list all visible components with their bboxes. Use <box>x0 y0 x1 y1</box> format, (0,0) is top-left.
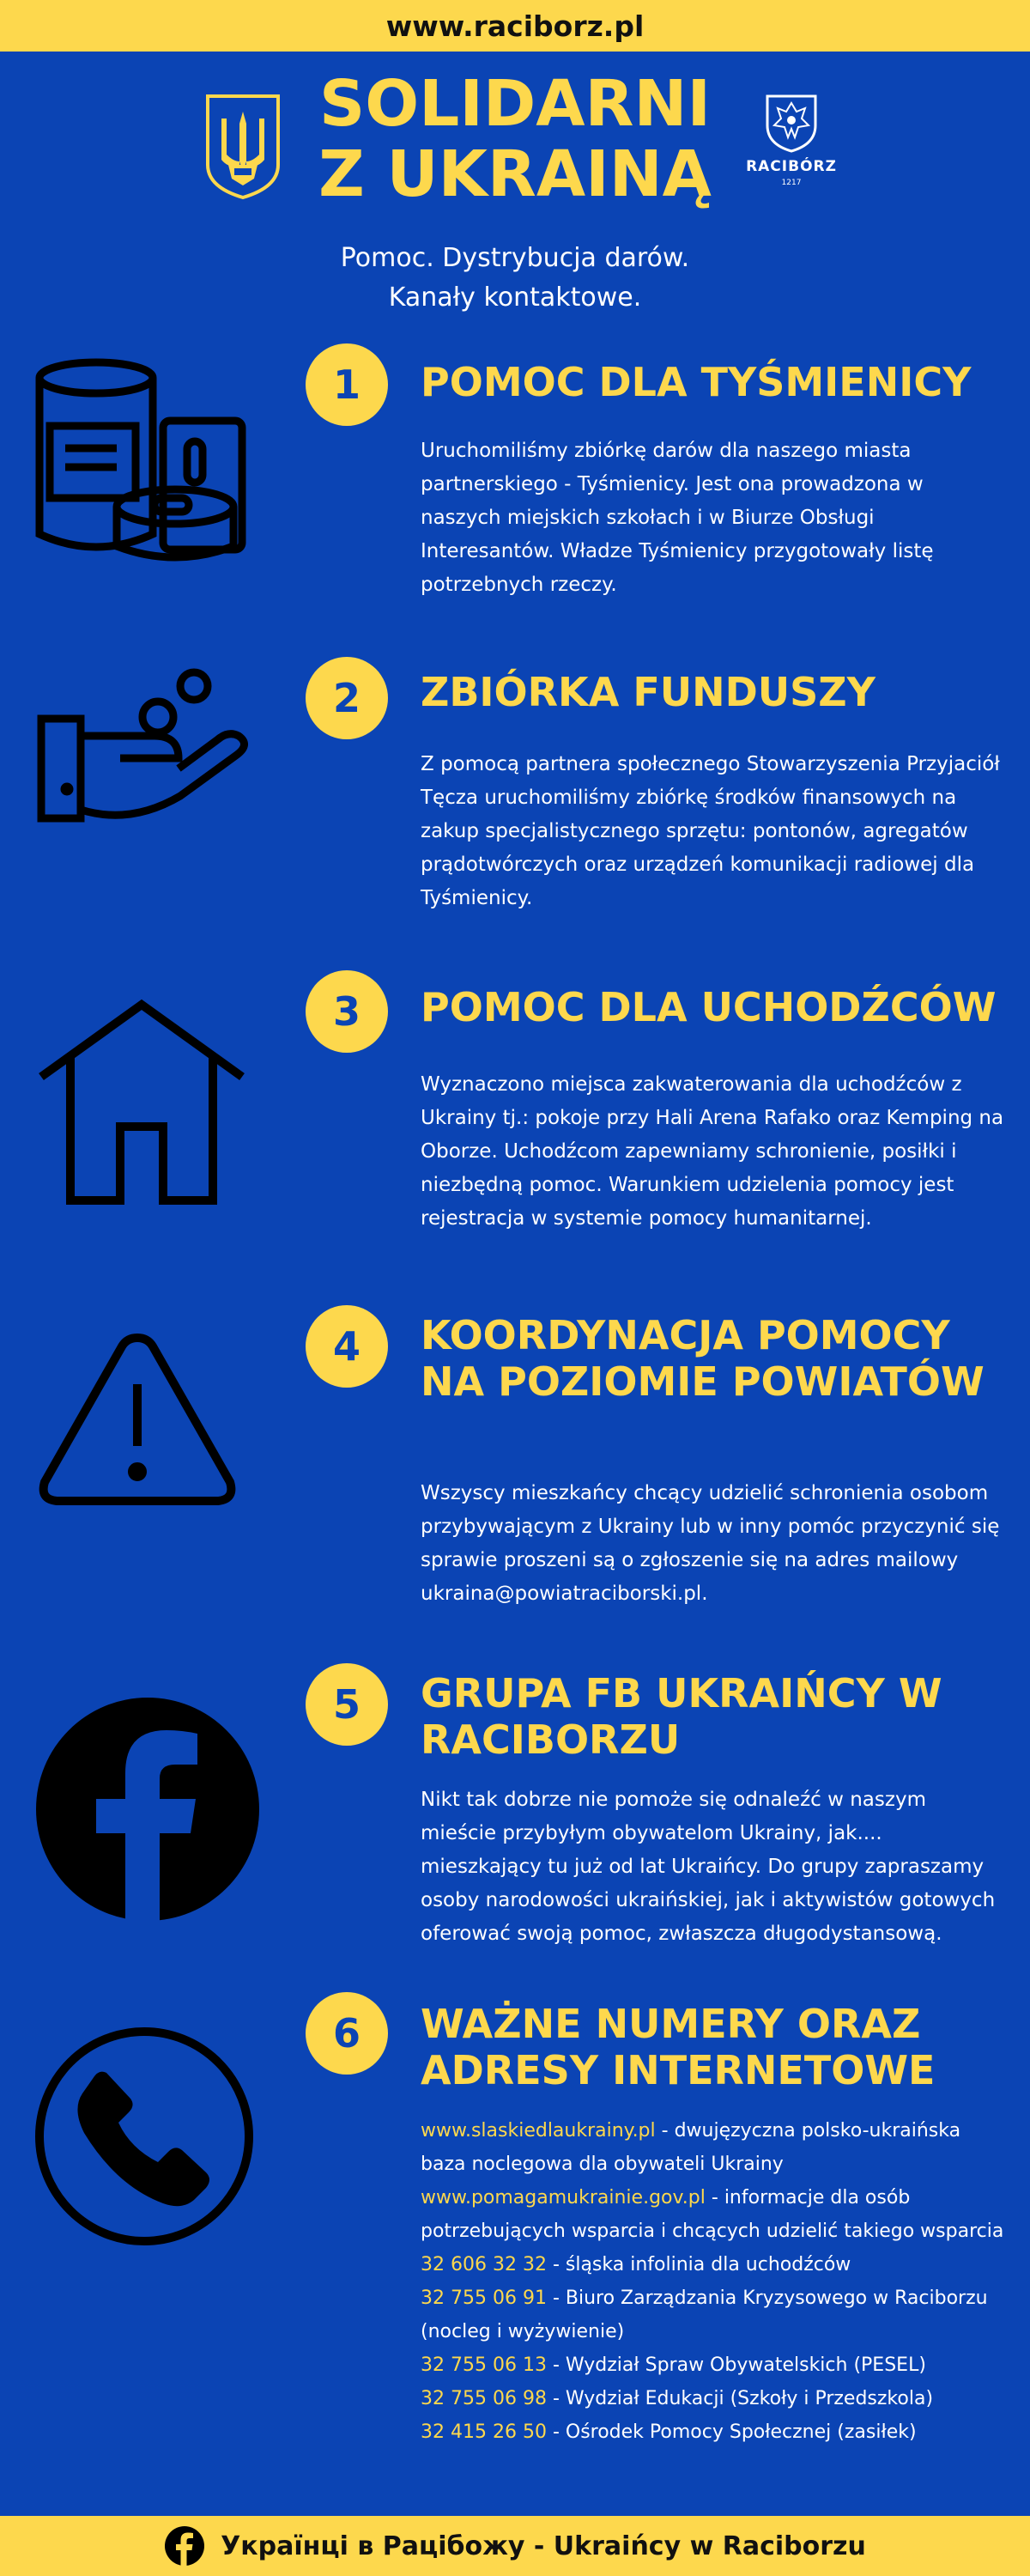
section-title-2: ZBIÓRKA FUNDUSZY <box>421 669 876 715</box>
section-title-5: GRUPA FB UKRAIŃCY W RACIBORZU <box>421 1670 942 1763</box>
section-body-5: Nikt tak dobrze nie pomoże się odnaleźć w naszym mieście przybyłym obywatelom Ukrainy, jak.... mieszkający tu już od lat Ukraińcy. Do grupy zapraszamy osoby narodowości ukraińskiej, jak i aktywistów gotowych oferować swoją pomoc, zwłaszcza długodystansową. <box>421 1789 996 1945</box>
contact-desc: - Biuro Zarządzania Kryzysowego w Raciborzu (nocleg i wyżywienie) <box>421 2287 988 2342</box>
title-line-1: SOLIDARNI <box>318 67 712 141</box>
raciborz-crest-icon <box>760 91 822 153</box>
contact-desc: - Wydział Spraw Obywatelskich (PESEL) <box>546 2354 926 2376</box>
section-number-3: 3 <box>306 970 388 1053</box>
facebook-icon <box>34 1696 261 1923</box>
section-number-1: 1 <box>306 343 388 426</box>
phone-icon <box>34 2026 254 2246</box>
footer-banner <box>0 2516 1030 2576</box>
city-logo-name: RACIBÓRZ <box>746 158 837 175</box>
contact-phone[interactable]: 32 755 06 91 <box>421 2287 547 2309</box>
contact-item <box>421 2254 851 2275</box>
contact-phone[interactable]: 32 755 06 13 <box>421 2354 547 2376</box>
contact-phone[interactable]: 32 755 06 98 <box>421 2388 547 2409</box>
contact-item <box>421 2354 926 2376</box>
contact-item <box>421 2120 960 2175</box>
section-body-2: Z pomocą partnera społecznego Stowarzyszenia Przyjaciół Tęcza uruchomiliśmy zbiórkę środków finansowych na zakup specjalistycznego sprzętu: pontonów, agregatów prądotwórczych oraz urządzeń komunikacji radiowej dla Tyśmienicy. <box>421 753 1000 909</box>
contact-item <box>421 2287 988 2342</box>
ukraine-trident-icon <box>203 93 283 201</box>
footer-text[interactable]: Українці в Рацібожу - Ukraińcy w Raciborzu <box>221 2530 866 2561</box>
section-body-3: Wyznaczono miejsca zakwaterowania dla uchodźców z Ukrainy tj.: pokoje przy Hali Arena Rafako oraz Kemping na Oborze. Uchodźcom zapewniamy schronienie, posiłki i niezbędną pomoc. Warunkiem udzielenia pomocy jest rejestracja w systemie pomocy humanitarnej. <box>421 1073 1004 1230</box>
contact-item <box>421 2187 1003 2242</box>
subtitle <box>258 239 772 318</box>
contact-desc: - Ośrodek Pomocy Społecznej (zasiłek) <box>546 2421 917 2443</box>
section-number-4: 4 <box>306 1305 388 1388</box>
canned-food-icon <box>34 352 258 567</box>
section-body-1: Uruchomiliśmy zbiórkę darów dla naszego miasta partnerskiego - Tyśmienicy. Jest ona prowadzona w naszych miejskich szkołach i w Biurze Obsługi Interesantów. Władze Tyśmienicy przygotowały listę potrzebnych rzeczy. <box>421 440 934 596</box>
hand-coins-icon <box>34 657 258 829</box>
contact-item <box>421 2388 933 2409</box>
section-title-4: KOORDYNACJA POMOCY NA POZIOMIE POWIATÓW <box>421 1312 985 1405</box>
section-number-2: 2 <box>306 657 388 739</box>
main-title <box>283 69 747 210</box>
contact-desc: - dwujęzyczna polsko-ukraińska baza noclegowa dla obywateli Ukrainy <box>421 2120 961 2175</box>
contact-desc: - informacje dla osób potrzebujących wsparcia i chcących udzielić takiego wsparcia <box>421 2187 1004 2242</box>
contact-item <box>421 2421 917 2443</box>
subtitle-line-1: Pomoc. Dystrybucja darów. <box>340 243 690 273</box>
section-number-5: 5 <box>306 1663 388 1746</box>
contact-desc: - Wydział Edukacji (Szkoły i Przedszkola) <box>546 2388 934 2409</box>
section-title-3: POMOC DLA UCHODŹCÓW <box>421 984 997 1030</box>
subtitle-line-2: Kanały kontaktowe. <box>388 283 642 313</box>
facebook-icon[interactable] <box>164 2525 205 2567</box>
contacts-list <box>421 2114 1004 2449</box>
title-line-2: Z UKRAINĄ <box>318 137 712 211</box>
warning-icon <box>34 1329 240 1510</box>
contact-phone[interactable]: 32 606 32 32 <box>421 2254 547 2275</box>
city-logo <box>743 91 839 204</box>
section-title-6: WAŻNE NUMERY ORAZ ADRESY INTERNETOWE <box>421 2001 936 2093</box>
section-number-6: 6 <box>306 1992 388 2075</box>
top-banner <box>0 0 1030 52</box>
section-body-4: Wszyscy mieszkańcy chcący udzielić schronienia osobom przybywającym z Ukrainy lub w inny pomóc przyczynić się sprawie proszeni są o zgłoszenie się na adres mailowy ukraina@powiatraciborski.pl. <box>421 1482 1000 1605</box>
site-url[interactable]: www.raciborz.pl <box>385 9 645 43</box>
contact-link[interactable]: www.slaskiedlaukrainy.pl <box>421 2120 656 2142</box>
section-title-1: POMOC DLA TYŚMIENICY <box>421 359 972 405</box>
house-icon <box>34 998 249 1212</box>
city-logo-year: 1217 <box>781 179 802 187</box>
contact-phone[interactable]: 32 415 26 50 <box>421 2421 547 2443</box>
contact-desc: - śląska infolinia dla uchodźców <box>546 2254 851 2275</box>
contact-link[interactable]: www.pomagamukrainie.gov.pl <box>421 2187 706 2208</box>
